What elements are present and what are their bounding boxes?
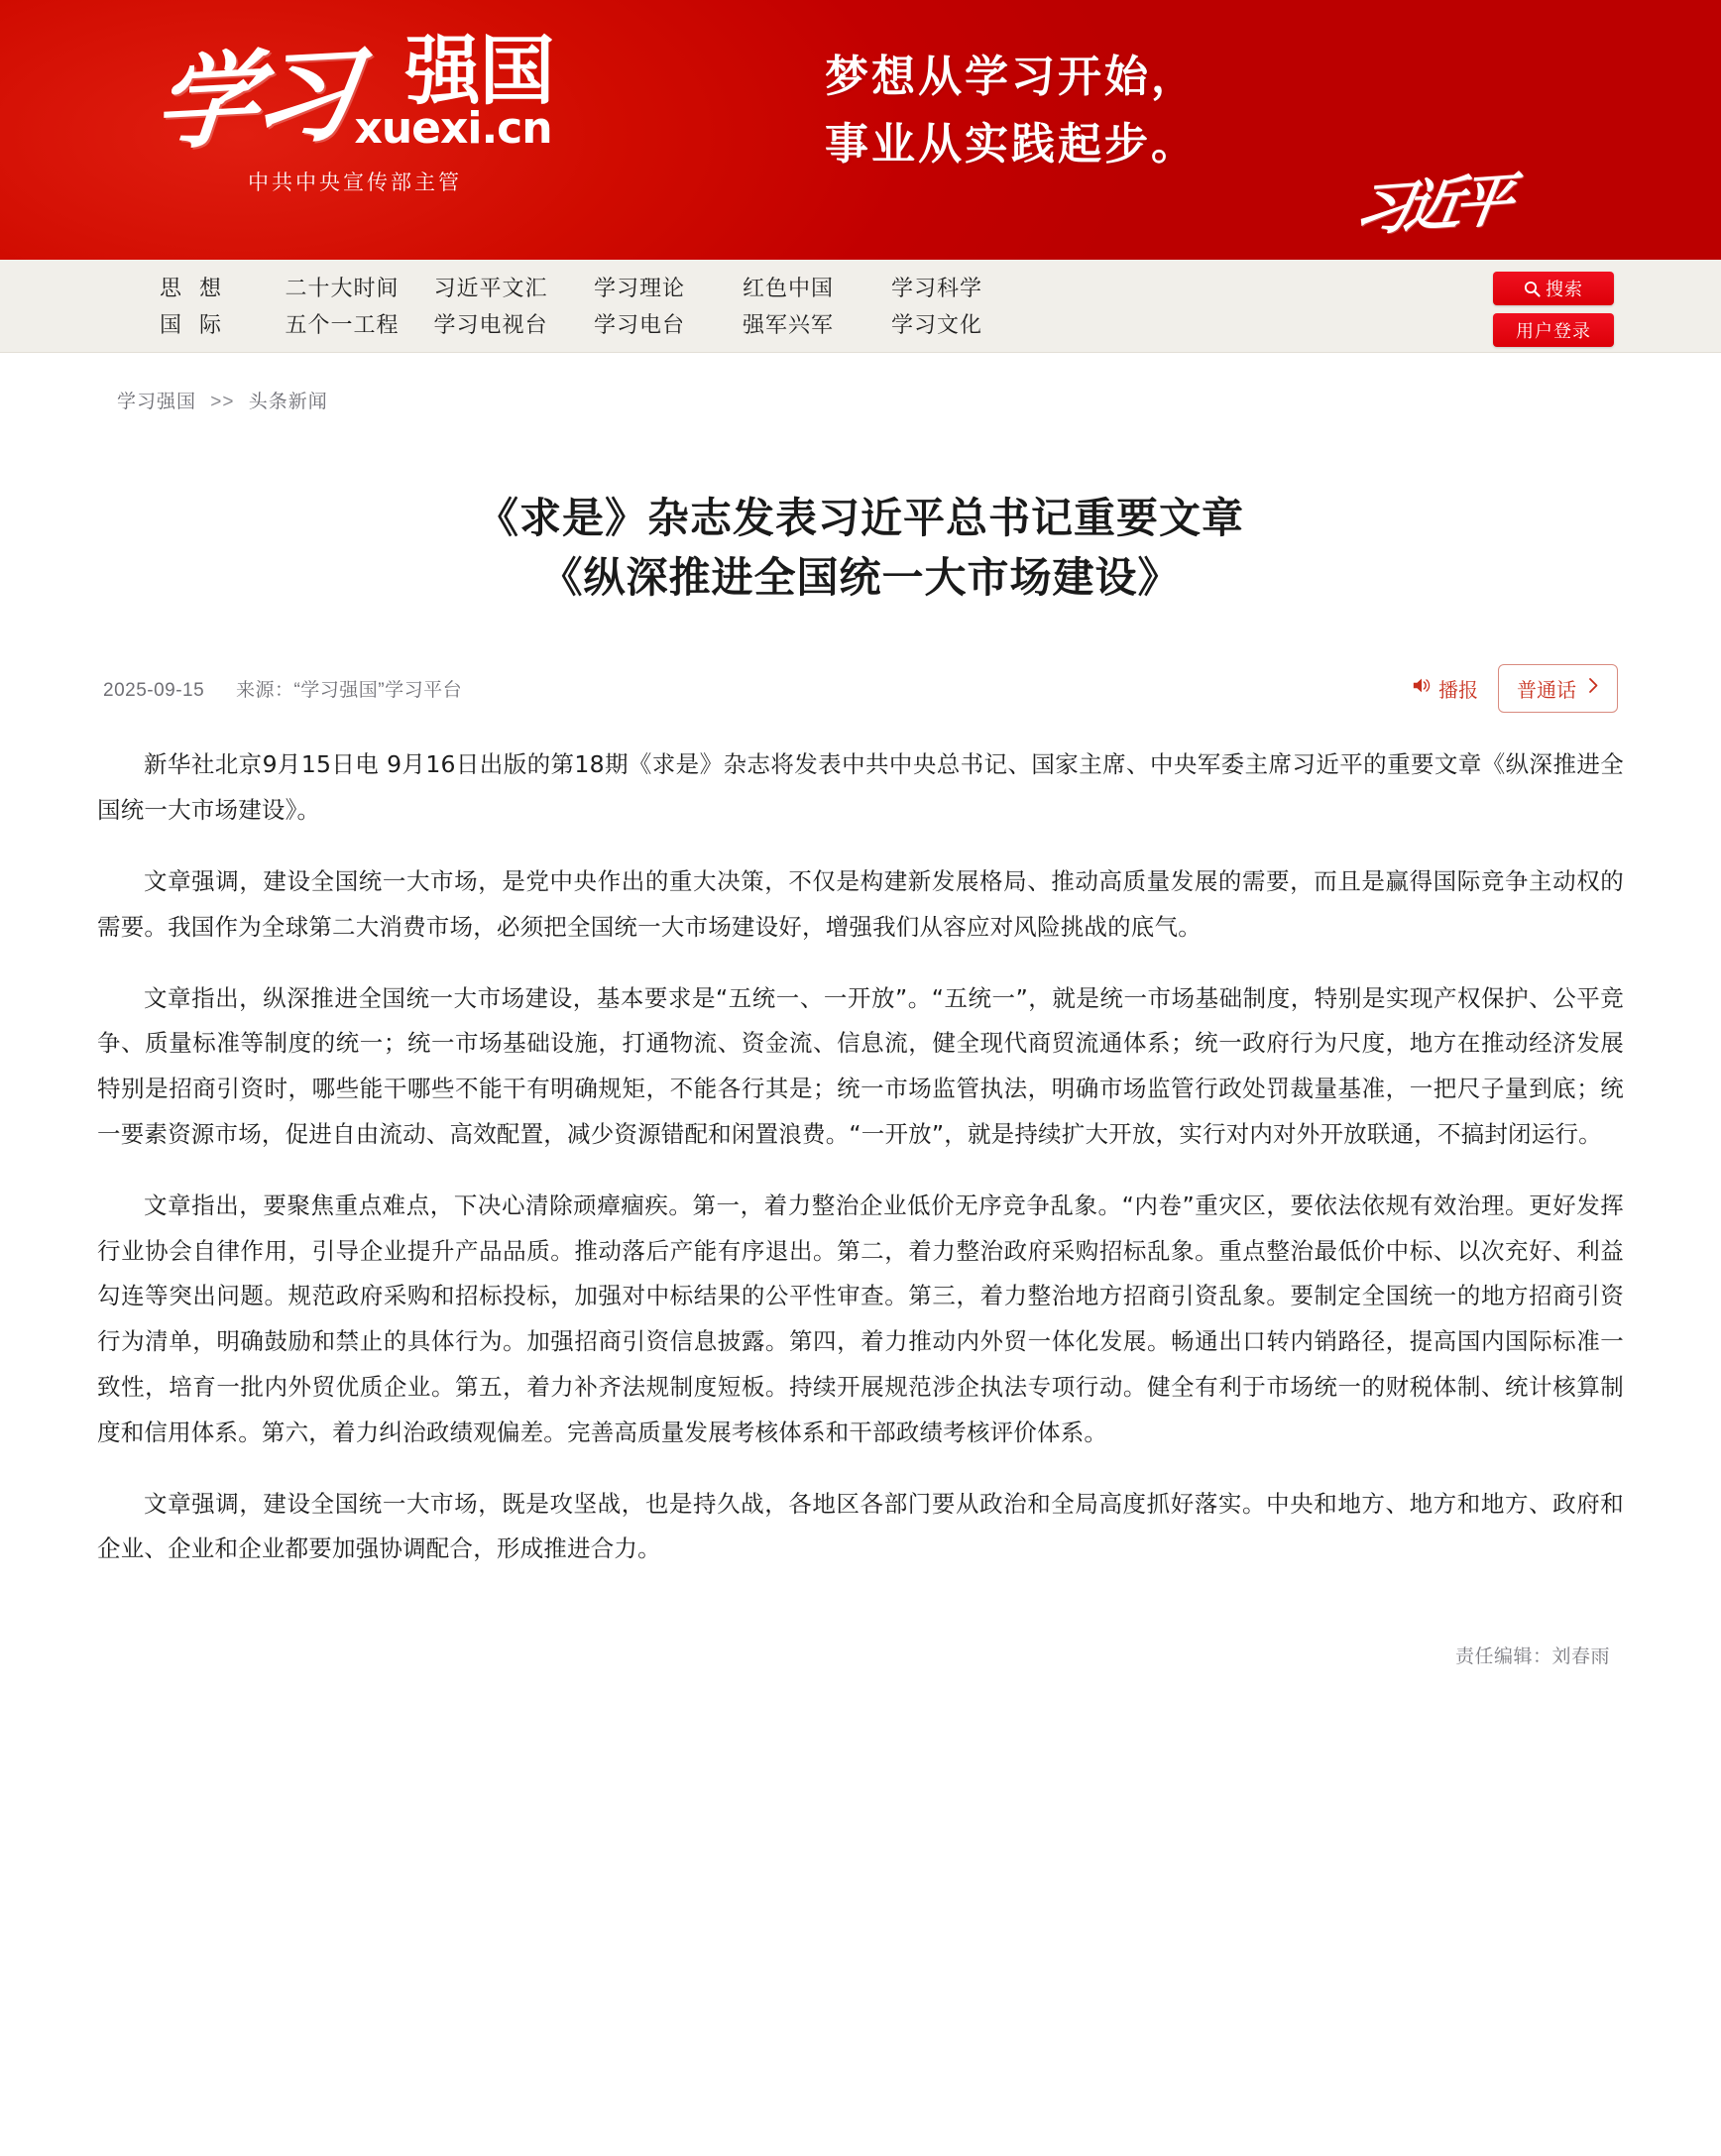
search-button-label: 搜索 bbox=[1546, 280, 1583, 299]
responsible-editor: 责任编辑：刘春雨 bbox=[1454, 1646, 1610, 1668]
nav-item-ershida[interactable]: 二十大时间 bbox=[285, 276, 400, 300]
nav-links-grid bbox=[119, 270, 1011, 343]
nav-item-diantai[interactable]: 学习电台 bbox=[593, 312, 685, 337]
logo-lockup bbox=[147, 22, 563, 166]
nav-item-xijinping[interactable]: 习近平文汇 bbox=[433, 276, 548, 300]
article-container bbox=[87, 489, 1634, 1668]
language-selector[interactable] bbox=[1498, 664, 1618, 713]
logo-block-text: 强国 bbox=[404, 27, 554, 115]
logo-script-text: 学习 bbox=[150, 32, 357, 166]
logo-subtitle: 中共中央宣传部主管 bbox=[248, 171, 462, 194]
article-title-line-2: 《纵深推进全国统一大市场建设》 bbox=[540, 552, 1181, 602]
main-navigation bbox=[0, 260, 1721, 353]
logo-url-text: xuexi.cn bbox=[354, 103, 552, 154]
calligraphy-signature: 习近平 bbox=[1349, 166, 1511, 245]
search-button[interactable] bbox=[1493, 272, 1614, 305]
breadcrumb-current[interactable]: 头条新闻 bbox=[248, 392, 328, 412]
nav-item-qiangjun[interactable]: 强军兴军 bbox=[742, 312, 834, 337]
article-paragraph: 文章强调，建设全国统一大市场，是党中央作出的重大决策，不仅是构建新发展格局、推动高质量发展的需要，而且是赢得国际竞争主动权的需要。我国作为全球第二大消费市场，必须把全国统一大市场建设好，增强我们从容应对风险挑战的底气。 bbox=[97, 866, 1624, 941]
banner-slogan bbox=[694, 44, 1328, 178]
nav-item-guoji[interactable]: 国 际 bbox=[159, 312, 228, 337]
nav-item-hongse[interactable]: 红色中国 bbox=[742, 276, 834, 300]
article-meta-row bbox=[97, 664, 1624, 713]
chevron-right-icon bbox=[1588, 677, 1599, 700]
article-paragraph: 文章强调，建设全国统一大市场，既是攻坚战，也是持久战，各地区各部门要从政治和全局高度抓好落实。中央和地方、地方和地方、政府和企业、企业和企业都要加强协调配合，形成推进合力。 bbox=[97, 1489, 1624, 1563]
article-meta-actions bbox=[1412, 664, 1618, 713]
language-label: 普通话 bbox=[1517, 680, 1576, 703]
article-meta-left bbox=[103, 675, 462, 702]
article-paragraph: 文章指出，纵深推进全国统一大市场建设，基本要求是“五统一、一开放”。“五统一”，就是统一市场基础制度，特别是实现产权保护、公平竞争、质量标准等制度的统一；统一市场基础设施，打通物流、资金流、信息流，健全现代商贸流通体系；统一政府行为尺度，地方在推动经济发展特别是招商引资时，哪些能干哪些不能干有明确规矩，不能各行其是；统一市场监管执法，明确市场监管行政处罚裁量基准，一把尺子量到底；统一要素资源市场，促进自由流动、高效配置，减少资源错配和闲置浪费。“一开放”，就是持续扩大开放，实行对内对外开放联通，不搞封闭运行。 bbox=[97, 983, 1624, 1148]
nav-item-lilun[interactable]: 学习理论 bbox=[593, 276, 685, 300]
speaker-icon bbox=[1412, 677, 1432, 700]
search-icon bbox=[1524, 281, 1541, 297]
broadcast-button[interactable] bbox=[1412, 674, 1478, 703]
article-date: 2025-09-15 bbox=[103, 680, 205, 702]
site-banner bbox=[0, 0, 1721, 260]
nav-action-buttons bbox=[1493, 272, 1614, 347]
nav-item-wugeyi[interactable]: 五个一工程 bbox=[285, 312, 400, 337]
article-source: 来源：“学习强国”学习平台 bbox=[235, 680, 463, 702]
article-paragraph: 新华社北京9月15日电 9月16日出版的第18期《求是》杂志将发表中共中央总书记、国家主席、中央军委主席习近平的重要文章《纵深推进全国统一大市场建设》。 bbox=[97, 750, 1624, 825]
user-login-button[interactable] bbox=[1493, 313, 1614, 347]
nav-item-wenhua[interactable]: 学习文化 bbox=[890, 312, 982, 337]
page-title bbox=[97, 489, 1624, 607]
slogan-line-2: 事业从实践起步。 bbox=[825, 119, 1198, 170]
user-login-label: 用户登录 bbox=[1516, 321, 1591, 341]
broadcast-label: 播报 bbox=[1438, 680, 1478, 703]
nav-item-sixiang[interactable]: 思 想 bbox=[159, 276, 228, 300]
site-logo[interactable] bbox=[147, 22, 563, 196]
article-body bbox=[97, 742, 1624, 1572]
nav-item-kexue[interactable]: 学习科学 bbox=[890, 276, 982, 300]
breadcrumb-home[interactable]: 学习强国 bbox=[117, 392, 197, 412]
slogan-line-1: 梦想从学习开始， bbox=[825, 52, 1198, 102]
article-title-line-1: 《求是》杂志发表习近平总书记重要文章 bbox=[476, 494, 1244, 542]
nav-item-dianshitai[interactable]: 学习电视台 bbox=[433, 312, 548, 337]
breadcrumb bbox=[0, 353, 1721, 413]
breadcrumb-separator: >> bbox=[210, 392, 235, 412]
article-paragraph: 文章指出，要聚焦重点难点，下决心清除顽瘴痼疾。第一，着力整治企业低价无序竞争乱象。“内卷”重灾区，要依法依规有效治理。更好发挥行业协会自律作用，引导企业提升产品品质。推动落后产能有序退出。第二，着力整治政府采购招标乱象。重点整治最低价中标、以次充好、利益勾连等突出问题。规范政府采购和招标投标，加强对中标结果的公平性审查。第三，着力整治地方招商引资乱象。要制定全国统一的地方招商引资行为清单，明确鼓励和禁止的具体行为。加强招商引资信息披露。第四，着力推动内外贸一体化发展。畅通出口转内销路径，提高国内国际标准一致性，培育一批内外贸优质企业。第五，着力补齐法规制度短板。持续开展规范涉企执法专项行动。健全有利于市场统一的财税体制、统计核算制度和信用体系。第六，着力纠治政绩观偏差。完善高质量发展考核体系和干部政绩考核评价体系。 bbox=[97, 1191, 1624, 1446]
